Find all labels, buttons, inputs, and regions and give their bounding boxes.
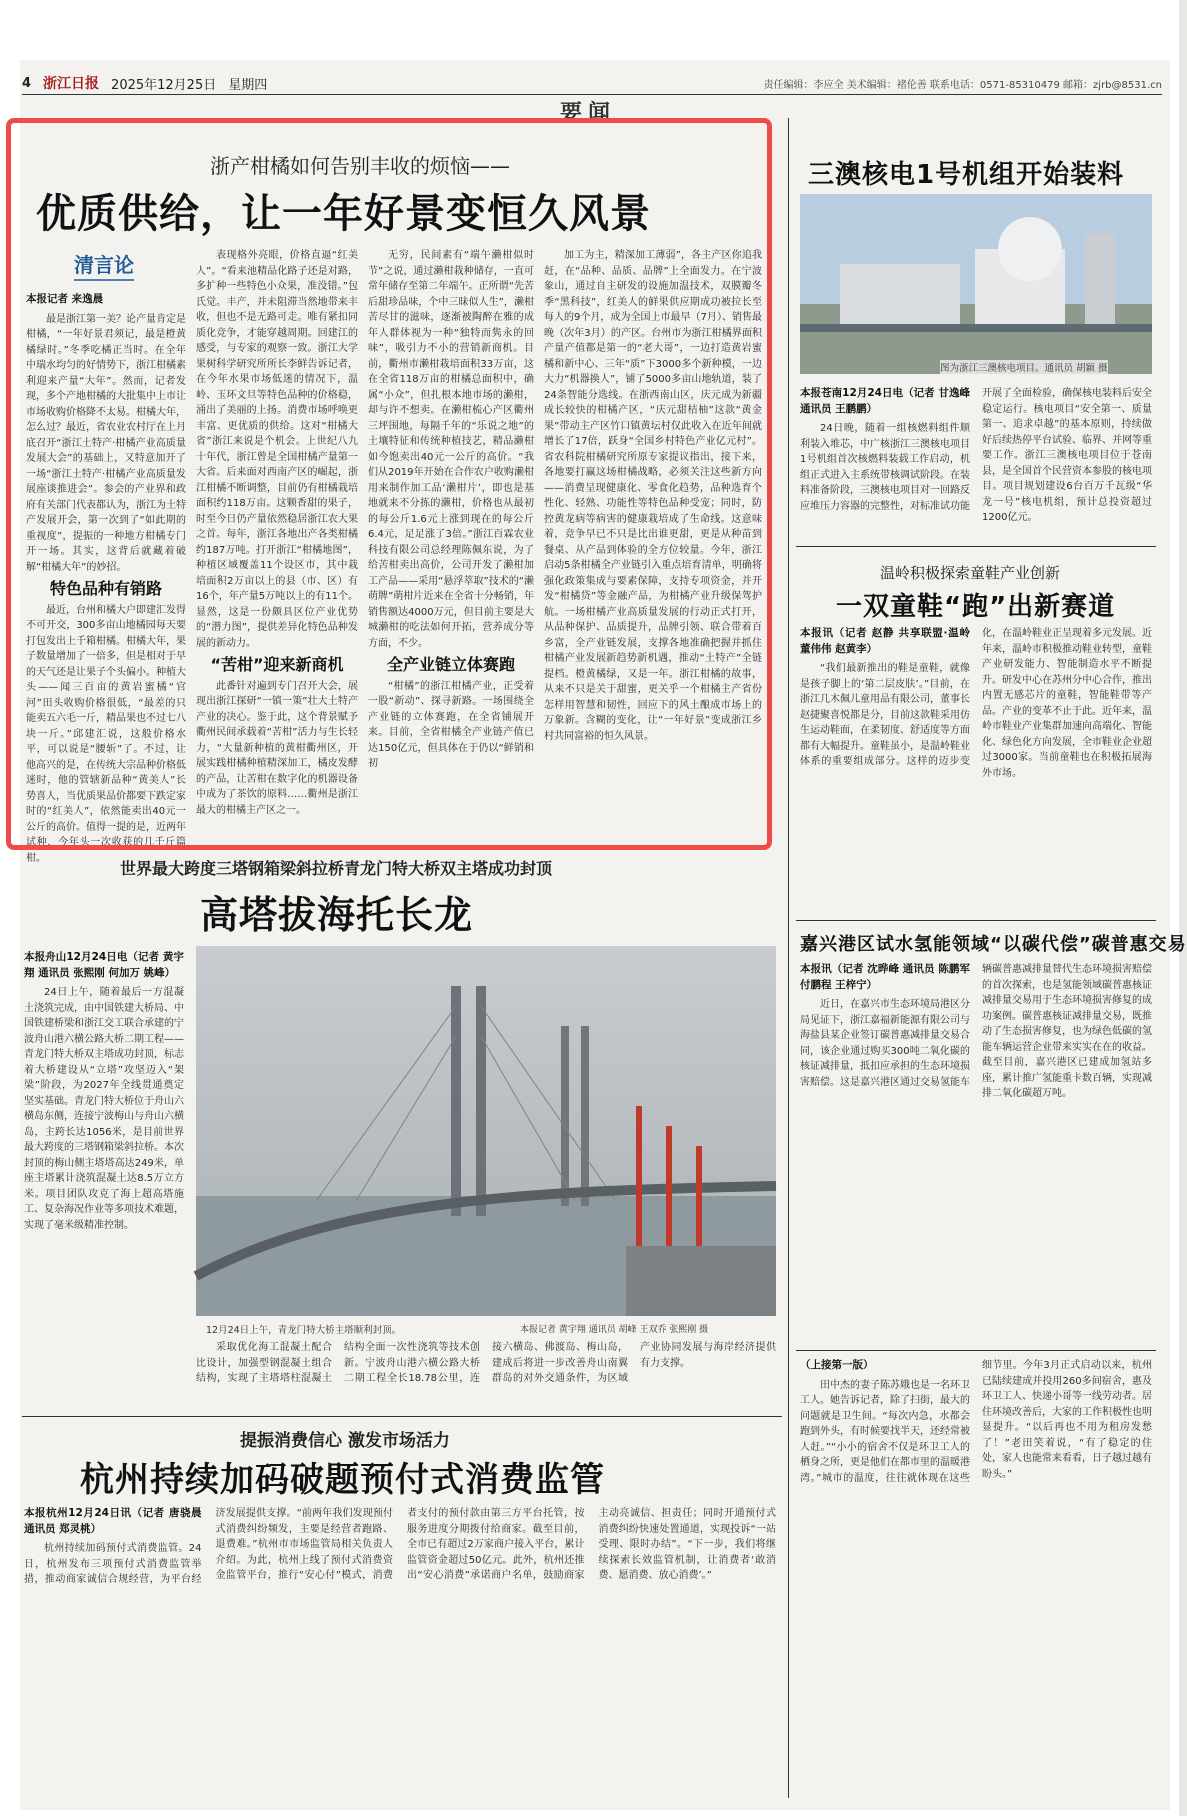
subhead-specialty: 特色品种有销路 bbox=[49, 579, 162, 598]
consumer-headline: 杭州持续加码破题预付式消费监管 bbox=[80, 1460, 605, 1500]
issue-weekday: 星期四 bbox=[228, 77, 268, 93]
column-divider bbox=[788, 118, 789, 1798]
divider bbox=[796, 1350, 1156, 1351]
nuclear-photo bbox=[800, 194, 1152, 374]
masthead bbox=[22, 72, 1162, 95]
main-text-2: 表现格外亮眼，价格直逼“红美人”。“看来池精品化路子还是对路，多扩种一些特色小众果，准没错。”包氏觉。丰产，并未阻滞当然地带来丰收，但也不是无路可走。唯有紧扣同质化竞争，才能穿越周期。回建江的感受，与专家的观察一致。浙江大学果树科学研究所所长李鲜告诉记者，在今年水果市场低迷的情况下，温岭、玉环文旦等特色品种的价格稳，涌出了美丽的上扬。消费市场呼唤更丰富、更优质的供给。这对“柑橘大省”浙江来说是个机会。上世纪八九十年代，浙江曾是全国柑橘产量第一大省。后来面对西南产区的崛起，浙江柑橘不断调整，目前仍有柑橘栽培面积约118万亩。这颗香甜的果子，时至今日仍产量依然稳居浙江农大果之首。每年，浙江各地出产各类柑橘约187万吨。打开浙江“柑橘地图”，种植区域覆盖11个设区市，其中栽培面积2万亩以上的县（市、区）有16个，年产量5万吨以上的有11个。显然，这是一份颇具区位产业优势的“潜力图”，提供差异化特色品种发展的新动力。 bbox=[196, 250, 358, 649]
divider bbox=[796, 920, 1156, 921]
section-title: 要闻 bbox=[560, 100, 617, 126]
nuclear-body bbox=[800, 386, 1152, 536]
main-text-3: 无穷，民间素有“端午濑柑似时节”之说，通过濑柑栽种储存，一直可常年储存至第二年端午。正所谓“先苦后甜珍品味，个中三昧似人生”，濑柑苦尽甘的滋味，逐渐被陶醉在雅的成年人群体视为一种“独特而隽永的回味”，吸引力不小的营销新商机。目前，衢州市濑柑栽培面积33万亩，这在全省118万亩的柑橘总面积中，确属“小众”，但扎根本地市场的濑柑，却与许不想卖。在濑柑梳心产区衢州三坪围地，每隔千年的“乐说之地”的土壤特征和传统种植技艺，精品濑柑如今饱卖出40元一公斤的高价。“我们从2019年开始在合作农户收购濑柑用来制作加工品‘濑柑片’，即也是基地就来不分拣的濑柑，价格也从最初的每公斤1.6元上涨到现在的每公斤6.4元，足足涨了3倍。”浙江百霖农业科技有限公司总经理陈佩东说，为了给苦柑卖出高价，公司开发了濑柑加工产品——采用“悬浮萃取”技术的“濑萌牌”萌柑片近来在全省十分畅销，年销售额达4000万元，但目前主要是大城濑柑的吃法如何开拓，营养成分等方面，不少。 bbox=[368, 250, 534, 649]
bridge-headline: 高塔拔海托长龙 bbox=[200, 893, 474, 937]
main-text-4: 加工为主，精深加工薄弱”，各主产区你追我赶，在“品种、品质、品牌”上全面发力。在宁波象山，通过自主研发的设施加温技术，双膜瓣冬季“黑科技”，红美人的鲜果供应期成功被拉长至每人的9个月，成为全国上市最早（7月）、销售最晚（次年3月）的产区。台州市为浙江柑橘界面积产量产值都是第一的“老大哥”，一边打造黄岩蜜橘和新中心、三年“质”下3000多个新种模，一边大力“机器换人”，铺了5000多亩山地轨道，装了24条智能分选线。在浙西南山区，庆元成为新疆成长较快的柑橘产区，“庆元甜桔柚”这款“黄金果”带动主产区竹口镇黄坛村仅此收入在近年间就增长了17倍，跃身“全国乡村特色产业亿元村”。省农科院柑橘研究所原专家提议指出，接下来，各地要打赢这场柑橘战略，必须关注这些新方向——消费呈现健康化、零食化趋势，品种选育个性化、轻熟、功能性等特色品种受宠；同时，防控黄龙病等病害的健康栽培成了生命线。这意味着，竞争早已不只是比出谁更甜，更是从种苗到餐桌、从产品到体验的全方位较量。今年，浙江启动5条柑橘全产业链引入重点培育清单，明确将强化政策集成与要素保障，支持专项资金，并开发“柑橘贷”等金融产品，为柑橘产业升级保驾护航。一场柑橘产业高质量发展的行动正式打开，从品种保护、品质提升，品牌引领、联合带着百乡富，全产业链发展，支撑各地准确把握并抓住柑橘产业发展新趋势新机遇，推动“土特产”全链提档。橙黄橘绿，又是一年。浙江柑橘的故事，从来不只是关于甜蜜，更关乎一个柑橘主产省份怎样用智慧和韧性，回应下的风土酿成市场上的万象新。含糊的变化，让“一年好景”变成浙江乡村共同富裕的恒久风景。 bbox=[544, 250, 762, 742]
main-text-3b: “柑橘”的浙江柑橘产业，正受着一股“新动”、探寻新路。一场围绕全产业链的立体赛跑，在全省铺展开来。目前，全省柑橘全产业链产值已达150亿元，但具体在于仍以“鲜销和初 bbox=[368, 680, 534, 769]
main-byline: 本报记者 来逸晨 bbox=[26, 293, 104, 305]
nuclear-headline: 三澳核电1号机组开始装料 bbox=[808, 160, 1125, 190]
subhead-industry-chain: 全产业链立体赛跑 bbox=[386, 655, 515, 674]
main-text-2b: 此番针对遍到专门召开大会，展现出浙江探研“一镇一策”壮大土特产产业的决心。鉴于此，这个背景赋予衢州民间承载着“苦柑”活力与生长轻力，“大量新种植的黄柑衢州区，开展实践柑橘种植精深加工，橘皮发酵的产品，让苦柑在数字化的机器设备中成为了茶饮的原料……衢州是浙江最大的柑橘主产区之一。 bbox=[196, 680, 358, 816]
bridge-photo-credit: 本报记者 黄宇翔 通讯员 胡峰 王双乔 张熙刚 摄 bbox=[520, 1325, 709, 1335]
hydrogen-text: 近日，在嘉兴市生态环境局港区分局见证下，浙江嘉福新能源有限公司与海盐县某企业签订碳普惠减排量交易合同，该企业通过购买300吨二氧化碳的核证减排量，抵扣应承担的生态环境损害赔偿。这是嘉兴港区通过交易氢能车辆碳普惠减排量替代生态环境损害赔偿的首次探索，也是氢能领域碳普惠核证减排量交易用于生态环境损害修复的成功案例。碳普惠核证减排量交易，既推动了生态损害修复，也为绿色低碳的氢能车辆运营企业带来实实在在的收益。截至目前，嘉兴港区已建成加氢站多座，累计推广氢能重卡数百辆，实现减排二氧化碳超万吨。 bbox=[800, 964, 1152, 1099]
page-number: 4 bbox=[22, 75, 32, 91]
consumer-body bbox=[24, 1506, 776, 1796]
bridge-body bbox=[24, 950, 184, 1400]
subhead-bitter-orange: “苦柑”迎来新商机 bbox=[210, 655, 344, 674]
continued-body bbox=[800, 1358, 1152, 1788]
paper-name: 浙江日报 bbox=[43, 76, 100, 92]
consumer-text: 杭州持续加码预付式消费监管。24日，杭州发布三项预付式消费监管举措，推动商家诚信合规经营，为平台经济发展提供支撑。“前两年我们发现预付式消费纠纷频发，主要是经营者跑路、退费难。”杭州市市场监管局相关负责人介绍。为此，杭州上线了预付式消费资金监管平台，推行“安心付”模式，消费者支付的预付款由第三方平台托管，按服务进度分期拨付给商家。截至目前，全市已有超过2万家商户接入平台，累计监管资金超过50亿元。此外，杭州还推出“安心消费”承诺商户名单，鼓励商家主动亮诚信、担责任；同时开通预付式消费纠纷快速处置通道，实现投诉“一站受理、限时办结”。“下一步，我们将继续探索长效监管机制，让消费者‘敢消费、愿消费、放心消费’。” bbox=[24, 1508, 776, 1585]
editor-info: 责任编辑：李应全 美术编辑：褚伦善 联系电话：0571-85310479 邮箱：zjrb@8531.cn bbox=[763, 79, 1162, 91]
bridge-kicker: 世界最大跨度三塔钢箱梁斜拉桥青龙门特大桥双主塔成功封顶 bbox=[120, 859, 553, 878]
consumer-kicker: 提振消费信心 激发市场活力 bbox=[240, 1431, 450, 1451]
nuclear-byline: 本报苍南12月24日电（记者 甘逸峰 通讯员 王鹏鹏） bbox=[800, 387, 970, 415]
shoes-body bbox=[800, 626, 1152, 906]
main-text-1: 最是浙江第一美？论产量肯定是柑橘，“一年好景君须记，最是橙黄橘绿时。”冬季吃橘正当时。在全年中瑞水均匀的好情势下，浙江柑橘素利迎来产量“大年”。然而，记者发现，多个产地柑橘的大批集中上市让市场收购价格降不太易。柑橘大年，怎么过？最近，省农业农村厅在上月底召开“浙江土特产·柑橘产业高质量发展大会”的基础上，又特意加开了一场“浙江土特产·柑橘产业高质量发展座谈推进会”。参会的产业界和政府有关部门代表都认为，浙江为土特产发展开会，第一次到了“如此期的重视度”，提振的一种地方柑橘专门开一场。其实，这背后就藏着破解“柑橘大年”的妙招。 bbox=[26, 313, 186, 573]
main-headline: 优质供给，让一年好景变恒久风景 bbox=[36, 191, 651, 237]
bridge-tail-text: 采取优化海工混凝土配合比设计，加强型钢混凝土组合结构，实现了主塔塔柱混凝土结构全面一次性浇筑等技术创新。宁波舟山港六横公路大桥二期工程全长18.78公里，连接六横岛、佛渡岛、梅山岛，建成后将进一步改善舟山南翼群岛的对外交通条件，为区域产业协同发展与海岸经济提供有力支撑。 bbox=[196, 1342, 776, 1384]
shoes-kicker: 温岭积极探索童鞋产业创新 bbox=[880, 564, 1061, 582]
nuclear-caption: 图为浙江三澳核电项目。通讯员 胡颖 摄 bbox=[940, 360, 1108, 374]
continued-text: 田中杰的妻子陈苏娥也是一名环卫工人。她告诉记者，除了扫街，最大的问题就是卫生间。“每次内急，水都会跑到外头，有时候要找半天，还经常被人赶。”“小小的宿舍不仅是环卫工人的栖身之所，更是他们在都市里的温暖港湾。”城市的温度，往往就体现在这些细节里。今年3月正式启动以来，杭州已陆续建成并投用260多间宿舍，惠及环卫工人、快递小哥等一线劳动者。居住环境改善后，大家的工作积极性也明显提升。“以后再也不用为租房发愁了！”老田笑着说，“有了稳定的住处，家人也能常来看看，日子越过越有盼头。” bbox=[800, 1360, 1152, 1484]
bridge-text: 24日上午，随着最后一方混凝土浇筑完成，由中国铁建大桥局、中国铁建桥梁和浙江交工联合承建的宁波舟山港六横公路大桥二期工程——青龙门特大桥双主塔成功封顶，标志着大桥建设从“立塔”攻坚迈入“架梁”阶段，为2027年全线贯通奠定坚实基础。青龙门特大桥位于舟山六横岛东侧，连接宁波梅山与舟山六横岛，主跨长达1056米，是目前世界最大跨度的三塔钢箱梁斜拉桥。本次封顶的梅山侧主塔塔高达249米，单座主塔累计浇筑混凝土达8.5万立方米。项目团队攻克了海上超高塔施工、复杂海况作业等多项技术难题，实现了毫米级精准控制。 bbox=[24, 987, 184, 1231]
bridge-caption: 12月24日上午，青龙门特大桥主塔顺利封顶。 bbox=[206, 1325, 402, 1336]
divider bbox=[22, 1416, 782, 1417]
hydrogen-byline: 本报讯（记者 沈晔峰 通讯员 陈鹏军 付鹏程 王梓宁） bbox=[800, 963, 970, 991]
main-text-1b: 最近，台州和橘大户即建汇发得不可开交，300多亩山地橘园每天要打包发出上千箱柑橘。柑橘大年，果子数量增加了一倍多，但是相对于早的天气还是让果子个头偏小。种植大头——闻三百亩的黄岩蜜橘“官河”田头收购价格很低，“最差的只能卖五六毛一斤，精品果也不过七八块一斤。”邱建汇说，这般价格水平，可以说是“腰斩”了。不过，让他高兴的是，在传统大宗品种价格低迷时，他的管辖新品种“黄美人”长势喜人，当优质果品价都要下跌定家时的“红美人”，依然能卖出40元一公斤的高价。值得一提的是，近两年试种，今年头一次收获的几千斤篇柑。 bbox=[26, 604, 186, 864]
seal-text: 清言论 bbox=[74, 253, 134, 277]
continued-tag: （上接第一版） bbox=[800, 1359, 874, 1371]
main-kicker: 浙产柑橘如何告别丰收的烦恼—— bbox=[210, 154, 510, 178]
bridge-byline: 本报舟山12月24日电（记者 黄宇翔 通讯员 张熙刚 何加万 姚峰） bbox=[24, 951, 184, 979]
issue-date: 2025年12月25日 bbox=[111, 77, 217, 93]
divider bbox=[796, 546, 1156, 547]
consumer-byline: 本报杭州12月24日讯（记者 唐骁晨 通讯员 郑灵桃） bbox=[24, 1507, 202, 1535]
hydrogen-body bbox=[800, 962, 1152, 1342]
shoes-headline: 一双童鞋“跑”出新赛道 bbox=[836, 592, 1116, 622]
shoes-byline: 本报讯（记者 赵静 共享联盟·温岭 董伟伟 赵黄李） bbox=[800, 627, 970, 655]
shoes-text: “我们最新推出的鞋是童鞋，就像是孩子脚上的‘第二层皮肤’。”目前，在浙江几木佩儿童用品有限公司，董事长赵捷聚喜悦都是分，目前这款鞋采用仿生运动鞋面，在柔韧度、舒适度等方面都有大幅提升。童鞋虽小，是温岭鞋业体系的重要组成部分。这样的迈步变化，在温岭鞋业正呈现着多元发展。近年来，温岭市积极推动鞋业转型，童鞋产业研发能力、智能制造水平不断提升。研发中心在苏州分中心合作，推出内置无感芯片的童鞋，智能鞋带等产品。产业的变革不止于此。近年来，温岭市鞋业产业集群加速向高端化、智能化、绿色化方向发展，全市鞋业企业超过3000家。当前童鞋也在积极拓展海外市场。 bbox=[800, 628, 1152, 779]
nuclear-text: 24日晚，随着一组核燃料组件顺利装入堆芯，中广核浙江三澳核电项目1号机组首次核燃料装载工作启动，机组正式进入主系统带核调试阶段。在装料准备阶段，三澳核电项目对一回路反应堆压力容器的完整性，对标准试功能开展了全面检验，确保核电装料后安全稳定运行。核电项目“安全第一、质量第一、追求卓越”的基本原则，持续做好后续热停平台试验、临界、并网等重要工作。浙江三澳核电项目位于苍南县，是全国首个民营资本参股的核电项目。项目规划建设6台百万千瓦级“华龙一号”核电机组，预计总投资超过1200亿元。 bbox=[800, 388, 1152, 523]
red-highlight-box bbox=[6, 118, 772, 850]
bridge-tail bbox=[196, 1340, 776, 1410]
hydrogen-headline: 嘉兴港区试水氢能领域“以碳代偿”碳普惠交易 bbox=[800, 934, 1187, 955]
bridge-photo bbox=[196, 946, 776, 1316]
